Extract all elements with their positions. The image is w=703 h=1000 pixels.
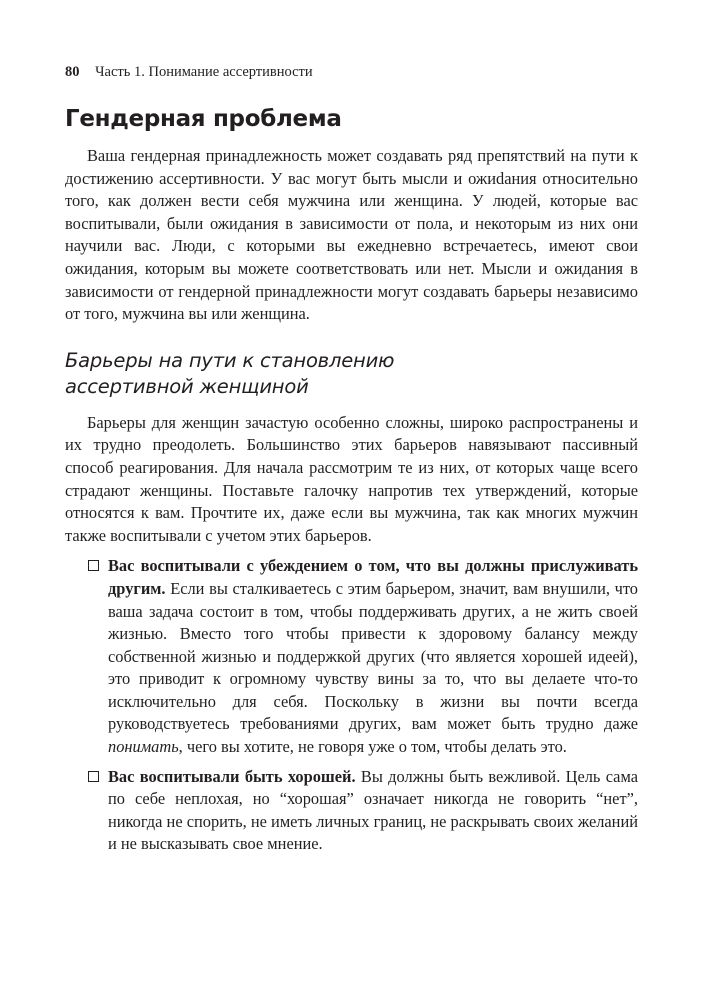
checklist-item-lead: Вас воспитывали быть хорошей.: [108, 766, 356, 786]
subsection-heading: [65, 348, 638, 400]
book-page: [65, 62, 638, 863]
checklist-item-emphasis: понимать: [108, 737, 179, 757]
running-header: [65, 62, 638, 82]
subsection-heading-line-2: ассертивной женщиной: [65, 374, 309, 398]
subsection-paragraph: Барьеры для женщин зачастую особенно сложны, широко распространены и их трудно преодолеть. Большинство этих барьеров навязывают пассивный способ реагирования. Для начала рассмотрим те из них, от которых чаще всего страдают женщины. Поставьте галочку напротив тех утверждений, которые относятся к вам. Прочтите их, даже если вы мужчина, так как многих мужчин также воспитывали с учетом этих барьеров.: [65, 412, 638, 545]
checklist-item-text: Вы должны быть вежливой. Цель сама по себе неплохая, но “хорошая” означает никогда не говорить “нет”, никогда не спорить, не иметь личных границ, не раскрывать своих желаний и не высказывать свое мнение.: [108, 766, 638, 854]
checkbox-icon[interactable]: [88, 560, 99, 571]
checklist-item-lead: Вас воспитывали с убеждением о том, что вы должны прислуживать другим.: [108, 556, 638, 598]
checkbox-icon[interactable]: [88, 771, 99, 782]
checklist-item-text-end: , чего вы хотите, не говоря уже о том, чтобы делать это.: [178, 737, 567, 757]
checklist-item: [65, 555, 638, 758]
running-title: Часть 1. Понимание ассертивности: [95, 64, 313, 80]
subsection-heading-line-1: Барьеры на пути к становлению: [65, 348, 395, 372]
checklist-item-text: Если вы сталкиваетесь с этим барьером, значит, вам внушили, что ваша задача состоит в том, чтобы поддерживать других, а не жить своей жизнью. Вместо того чтобы привести к здоровому балансу между собственной жизнью и поддержкой других (что является хорошей идеей), это приводит к огромному чувству вины за то, что вы делаете что-то исключительно для себя. Поскольку в жизни вы почти всегда руководствуетесь требованиями других, вам может быть трудно даже: [108, 578, 638, 734]
section-paragraph: Ваша гендерная принадлежность может создавать ряд препятствий на пути к достижению ассертивности. У вас могут быть мысли и ожиdания относительно того, как должен вести себя мужчина или женщина. У людей, которые вас воспитывали, были ожидания в зависимости от пола, и некоторым из них они научили вас. Люди, с которыми вы ежедневно встречаетесь, имеют свои ожидания, которым вы можете соответствовать или нет. Мысли и ожидания в зависимости от гендерной принадлежности могут создавать барьеры независимо от того, мужчина вы или женщина.: [65, 146, 638, 324]
barrier-checklist: [65, 555, 638, 856]
page-number: 80: [65, 64, 80, 80]
section-heading: Гендерная проблема: [65, 106, 342, 132]
checklist-item: [65, 766, 638, 856]
